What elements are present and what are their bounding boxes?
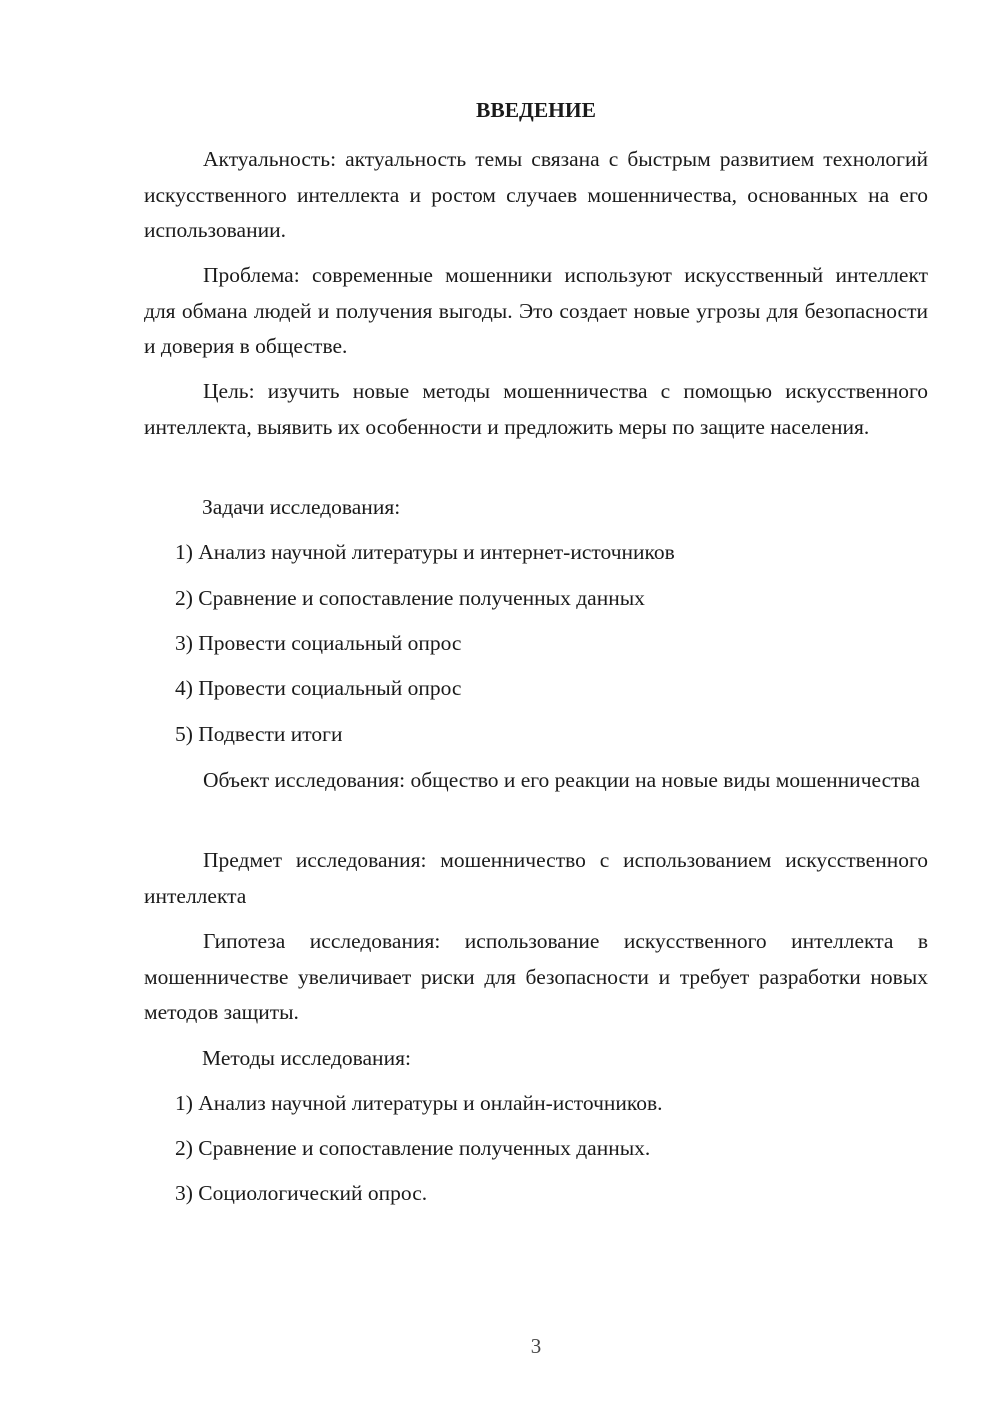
list-item: 3) Провести социальный опрос: [175, 631, 462, 655]
list-item: 1) Анализ научной литературы и интернет-источников: [175, 540, 675, 564]
list-item: 4) Провести социальный опрос: [175, 676, 462, 700]
list-item: 2) Сравнение и сопоставление полученных данных: [175, 586, 645, 610]
tasks-heading: Задачи исследования:: [202, 495, 401, 519]
methods-heading: Методы исследования:: [202, 1046, 411, 1070]
list-item: 5) Подвести итоги: [175, 722, 343, 746]
page-number: 3: [530, 1334, 542, 1358]
subject-paragraph: Предмет исследования: мошенничество с использованием искусственного интеллекта: [144, 848, 928, 908]
page-title: ВВЕДЕНИЕ: [476, 98, 596, 122]
goal-paragraph: Цель: изучить новые методы мошенничества с помощью искусственного интеллекта, выявить их особенности и предложить меры по защите населения.: [144, 379, 928, 439]
list-item: 2) Сравнение и сопоставление полученных данных.: [175, 1136, 651, 1160]
list-item: 3) Социологический опрос.: [175, 1181, 428, 1205]
relevance-paragraph: Актуальность: актуальность темы связана с быстрым развитием технологий искусственного интеллекта и ростом случаев мошенничества, основанных на его использовании.: [144, 147, 928, 242]
object-paragraph: Объект исследования: общество и его реакции на новые виды мошенничества: [203, 768, 920, 792]
hypothesis-paragraph: Гипотеза исследования: использование искусственного интеллекта в мошенничестве увеличивает риски для безопасности и требует разработки новых методов защиты.: [144, 929, 928, 1024]
list-item: 1) Анализ научной литературы и онлайн-источников.: [175, 1091, 663, 1115]
problem-paragraph: Проблема: современные мошенники используют искусственный интеллект для обмана людей и получения выгоды. Это создает новые угрозы для безопасности и доверия в обществе.: [144, 263, 928, 358]
